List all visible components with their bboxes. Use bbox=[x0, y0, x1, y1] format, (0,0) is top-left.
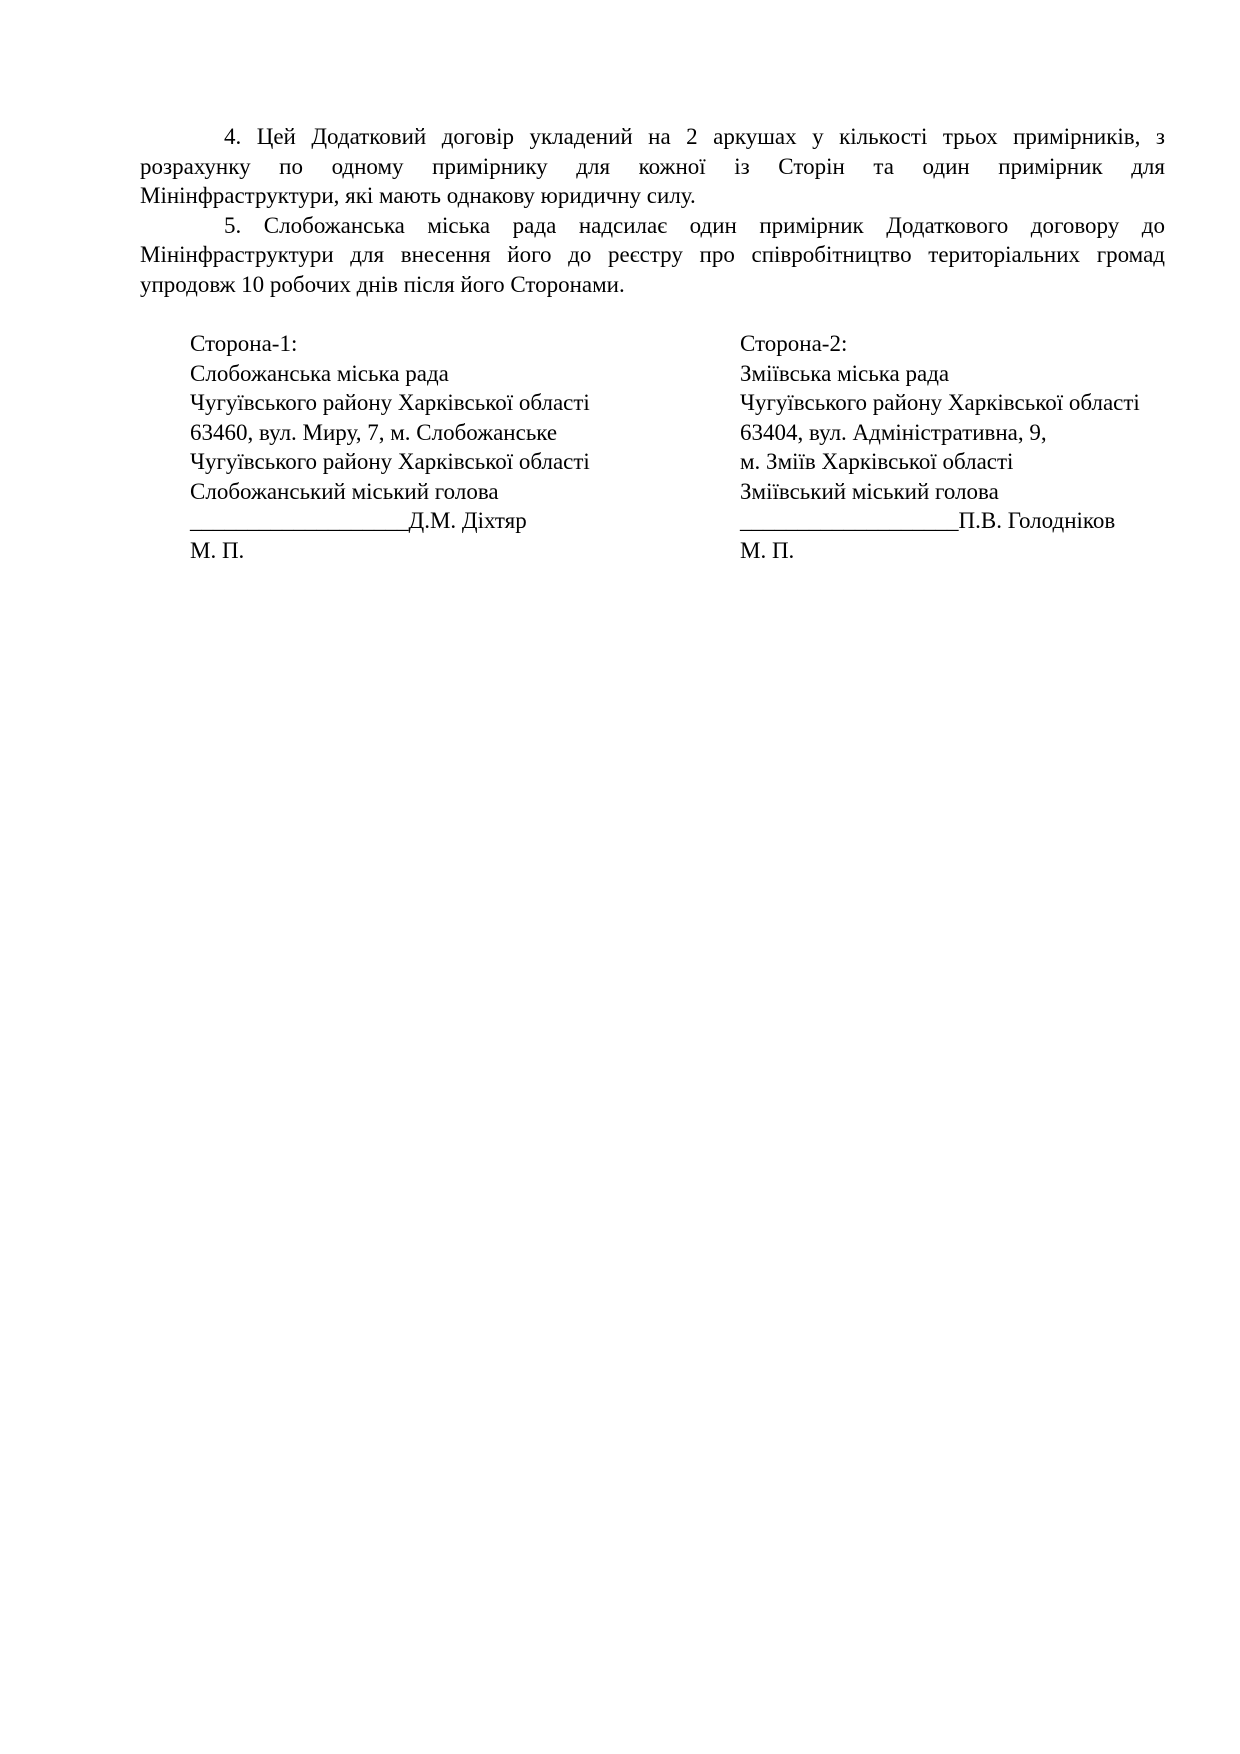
signature-block bbox=[140, 329, 1165, 565]
party-1-title: Слобожанський міський голова bbox=[190, 478, 499, 504]
party-1-seal-mark: М. П. bbox=[190, 537, 245, 563]
party-1-name: Слобожанська міська рада bbox=[190, 360, 449, 386]
party-1-column bbox=[190, 329, 740, 565]
paragraph-4 bbox=[140, 122, 1165, 211]
party-2-column bbox=[740, 329, 1165, 565]
party-2-label: Сторона-2: bbox=[740, 331, 848, 356]
party-2-city: м. Зміїв Харківської області bbox=[740, 449, 1014, 474]
paragraph-5 bbox=[140, 211, 1165, 300]
text-line: Мінінфраструктури, які мають однакову юридичну силу. bbox=[140, 183, 696, 208]
text-line: упродовж 10 робочих днів після його Сторонами. bbox=[140, 271, 625, 297]
party-2-district: Чугуївського району Харківської області bbox=[740, 390, 1140, 415]
party-1-address: 63460, вул. Миру, 7, м. Слобожанське bbox=[190, 419, 558, 445]
party-2-seal-mark: М. П. bbox=[740, 537, 795, 563]
party-1-label: Сторона-1: bbox=[190, 331, 298, 356]
party-1-signature-line: ___________________Д.М. Діхтяр bbox=[190, 508, 527, 533]
party-1-district: Чугуївського району Харківської області bbox=[190, 390, 590, 415]
text-line: Мінінфраструктури для внесення його до реєстру про співробітництво територіальних громад bbox=[140, 242, 1165, 267]
party-2-title: Зміївський міський голова bbox=[740, 478, 999, 504]
party-1-district-2: Чугуївського району Харківської області bbox=[190, 449, 590, 474]
text-line: розрахунку по одному примірнику для кожної із Сторін та один примірник для bbox=[140, 153, 1165, 179]
party-2-name: Зміївська міська рада bbox=[740, 360, 950, 386]
party-2-address: 63404, вул. Адміністративна, 9, bbox=[740, 419, 1047, 445]
party-2-signature-line: ___________________П.В. Голодніков bbox=[740, 508, 1116, 533]
text-line: 4. Цей Додатковий договір укладений на 2 аркушах у кількості трьох примірників, з bbox=[224, 124, 1165, 149]
text-line: 5. Слобожанська міська рада надсилає один примірник Додаткового договору до bbox=[224, 212, 1165, 238]
